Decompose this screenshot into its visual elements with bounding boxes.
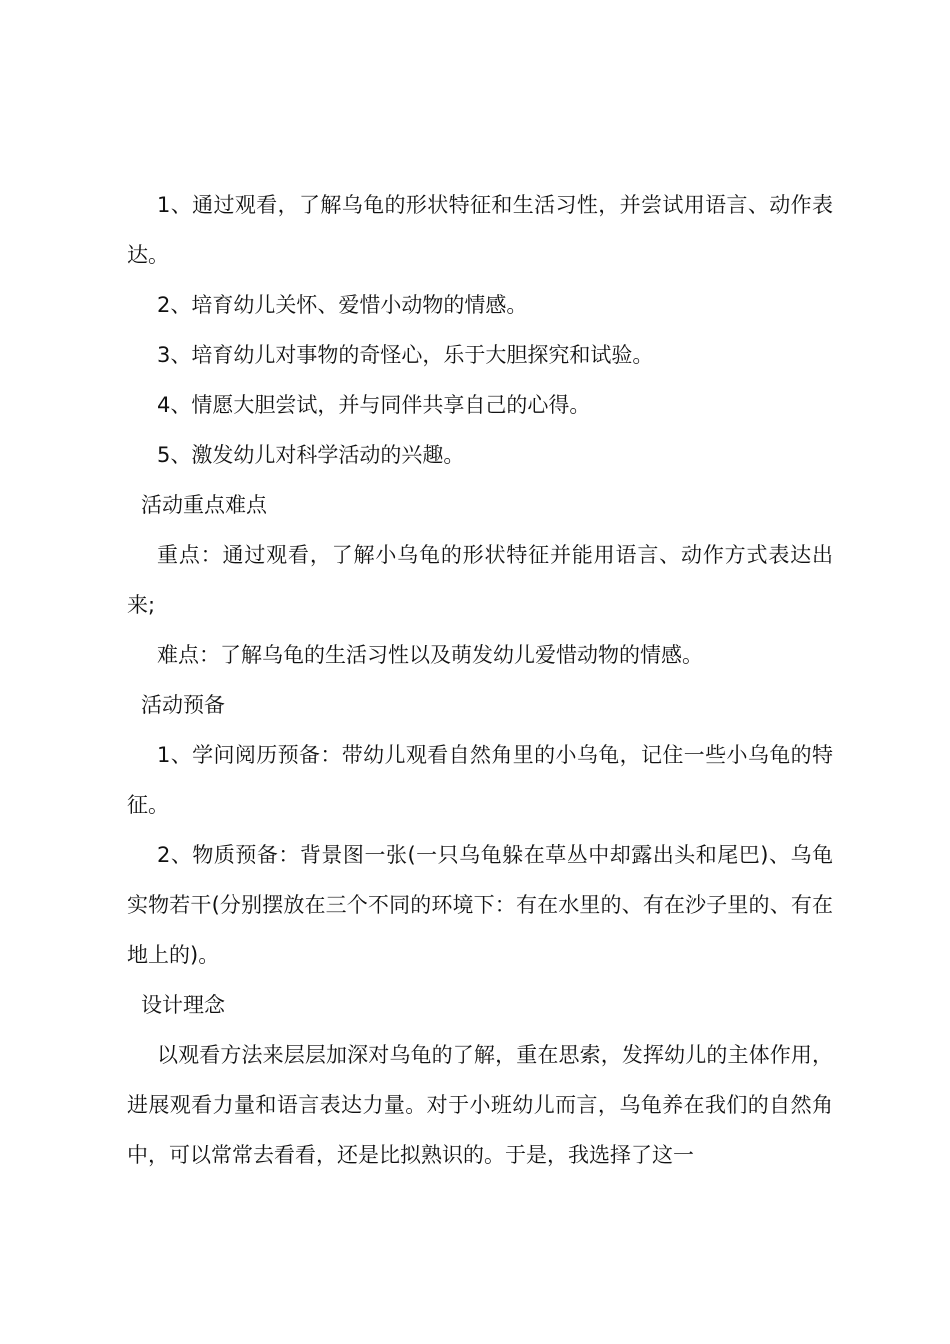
goal-1-paragraph: 1、通过观看，了解乌龟的形状特征和生活习性，并尝试用语言、动作表达。 <box>127 193 833 267</box>
prep-2-paragraph: 2、物质预备：背景图一张(一只乌龟躲在草丛中却露出头和尾巴)、乌龟实物若干(分别摆放在三个不同的环境下：有在水里的、有在沙子里的、有在地上的)。 <box>127 843 833 967</box>
prep-1-paragraph: 1、学问阅历预备：带幼儿观看自然角里的小乌龟，记住一些小乌龟的特征。 <box>127 743 833 817</box>
section-heading-design: 设计理念 <box>141 993 225 1017</box>
design-paragraph: 以观看方法来层层加深对乌龟的了解，重在思索，发挥幼儿的主体作用，进展观看力量和语言表达力量。对于小班幼儿而言，乌龟养在我们的自然角中，可以常常去看看，还是比拟熟识的。于是，我选择了这一 <box>127 1043 833 1167</box>
goal-4-paragraph: 4、情愿大胆尝试，并与同伴共享自己的心得。 <box>157 393 591 417</box>
document-body <box>127 180 833 1180</box>
goal-3-paragraph: 3、培育幼儿对事物的奇怪心，乐于大胆探究和试验。 <box>157 343 654 367</box>
section-heading-key-points: 活动重点难点 <box>141 493 267 517</box>
goal-2-paragraph: 2、培育幼儿关怀、爱惜小动物的情感。 <box>157 293 528 317</box>
section-heading-preparation: 活动预备 <box>141 693 225 717</box>
difficulty-paragraph: 难点：了解乌龟的生活习性以及萌发幼儿爱惜动物的情感。 <box>157 643 703 667</box>
key-point-paragraph: 重点：通过观看，了解小乌龟的形状特征并能用语言、动作方式表达出来; <box>127 543 833 617</box>
goal-5-paragraph: 5、激发幼儿对科学活动的兴趣。 <box>157 443 465 467</box>
